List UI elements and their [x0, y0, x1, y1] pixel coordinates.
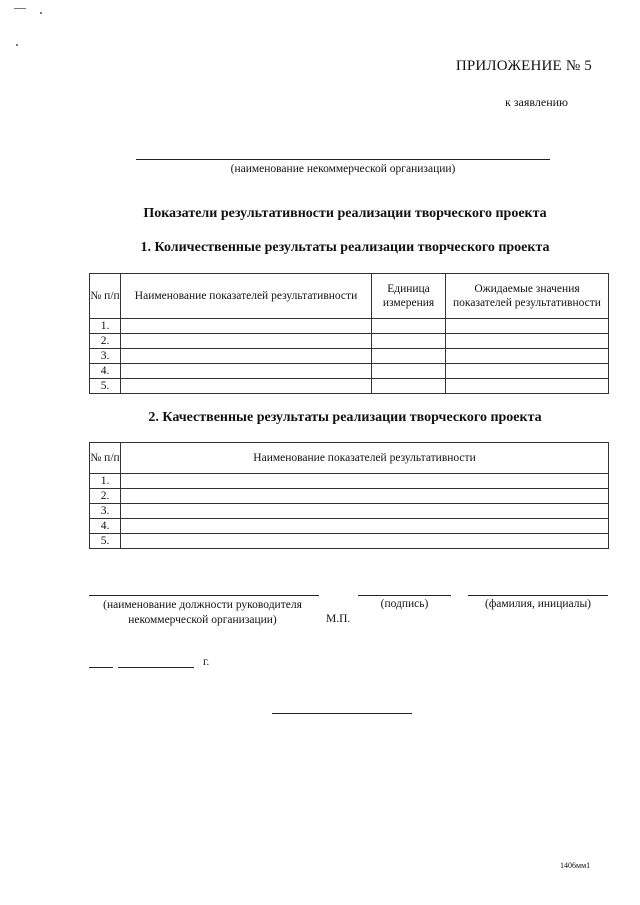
- table-row: [90, 334, 609, 349]
- organization-caption: (наименование некоммерческой организации): [230, 163, 456, 175]
- table-row: [90, 349, 609, 364]
- qualitative-results-table: [89, 442, 609, 549]
- table-row: [90, 379, 609, 394]
- unit-cell[interactable]: [372, 319, 446, 334]
- document-code: 1406мм1: [560, 861, 591, 870]
- row-number: 2.: [90, 489, 121, 504]
- row-number: 4.: [90, 364, 121, 379]
- table-row: [90, 319, 609, 334]
- indicator-name-cell[interactable]: [121, 519, 609, 534]
- scan-artifact: [40, 12, 42, 14]
- indicator-name-cell[interactable]: [121, 474, 609, 489]
- indicator-name-cell[interactable]: [121, 534, 609, 549]
- indicator-name-cell[interactable]: [121, 334, 372, 349]
- column-header: Наименование показателей результативности: [121, 274, 372, 319]
- row-number: 2.: [90, 334, 121, 349]
- table-row: [90, 519, 609, 534]
- quantitative-results-table: [89, 273, 609, 394]
- date-month-line[interactable]: [118, 667, 194, 668]
- signature-caption: (подпись): [380, 598, 429, 610]
- expected-value-cell[interactable]: [446, 334, 609, 349]
- seal-label: М.П.: [326, 613, 351, 625]
- column-header: Наименование показателей результативности: [121, 443, 609, 474]
- row-number: 3.: [90, 504, 121, 519]
- section2-title: 2. Качественные результаты реализации творческого проекта: [148, 410, 542, 425]
- signature-line[interactable]: [358, 595, 451, 596]
- page-title: Показатели результативности реализации творческого проекта: [143, 206, 547, 221]
- table-row: [90, 504, 609, 519]
- appendix-title: ПРИЛОЖЕНИЕ № 5: [455, 58, 592, 74]
- section1-title: 1. Количественные результаты реализации творческого проекта: [140, 240, 550, 255]
- row-number: 5.: [90, 534, 121, 549]
- expected-value-cell[interactable]: [446, 364, 609, 379]
- indicator-name-cell[interactable]: [121, 489, 609, 504]
- position-line[interactable]: [89, 595, 319, 596]
- row-number: 5.: [90, 379, 121, 394]
- scan-artifact: [14, 8, 26, 9]
- unit-cell[interactable]: [372, 349, 446, 364]
- scan-artifact: [16, 44, 18, 46]
- indicator-name-cell[interactable]: [121, 364, 372, 379]
- table-header-row: [90, 443, 609, 474]
- indicator-name-cell[interactable]: [121, 379, 372, 394]
- unit-cell[interactable]: [372, 379, 446, 394]
- table-header-row: [90, 274, 609, 319]
- organization-name-line[interactable]: [136, 159, 550, 160]
- unit-cell[interactable]: [372, 334, 446, 349]
- indicator-name-cell[interactable]: [121, 319, 372, 334]
- date-day-line[interactable]: [89, 667, 113, 668]
- row-number: 4.: [90, 519, 121, 534]
- column-header: № п/п: [90, 443, 121, 474]
- expected-value-cell[interactable]: [446, 379, 609, 394]
- row-number: 1.: [90, 319, 121, 334]
- date-year-suffix: г.: [203, 656, 210, 668]
- indicator-name-cell[interactable]: [121, 504, 609, 519]
- table-row: [90, 534, 609, 549]
- expected-value-cell[interactable]: [446, 319, 609, 334]
- position-caption: (наименование должности руководителя некоммерческой организации): [103, 599, 302, 626]
- table-row: [90, 489, 609, 504]
- divider: [272, 713, 412, 714]
- unit-cell[interactable]: [372, 364, 446, 379]
- row-number: 1.: [90, 474, 121, 489]
- row-number: 3.: [90, 349, 121, 364]
- expected-value-cell[interactable]: [446, 349, 609, 364]
- column-header: Ожидаемые значения показателей результативности: [446, 274, 609, 319]
- name-line[interactable]: [468, 595, 608, 596]
- table-row: [90, 364, 609, 379]
- column-header: № п/п: [90, 274, 121, 319]
- indicator-name-cell[interactable]: [121, 349, 372, 364]
- table-row: [90, 474, 609, 489]
- column-header: Единица измерения: [372, 274, 446, 319]
- appendix-subtitle: к заявлению: [504, 95, 568, 109]
- name-caption: (фамилия, инициалы): [484, 598, 592, 610]
